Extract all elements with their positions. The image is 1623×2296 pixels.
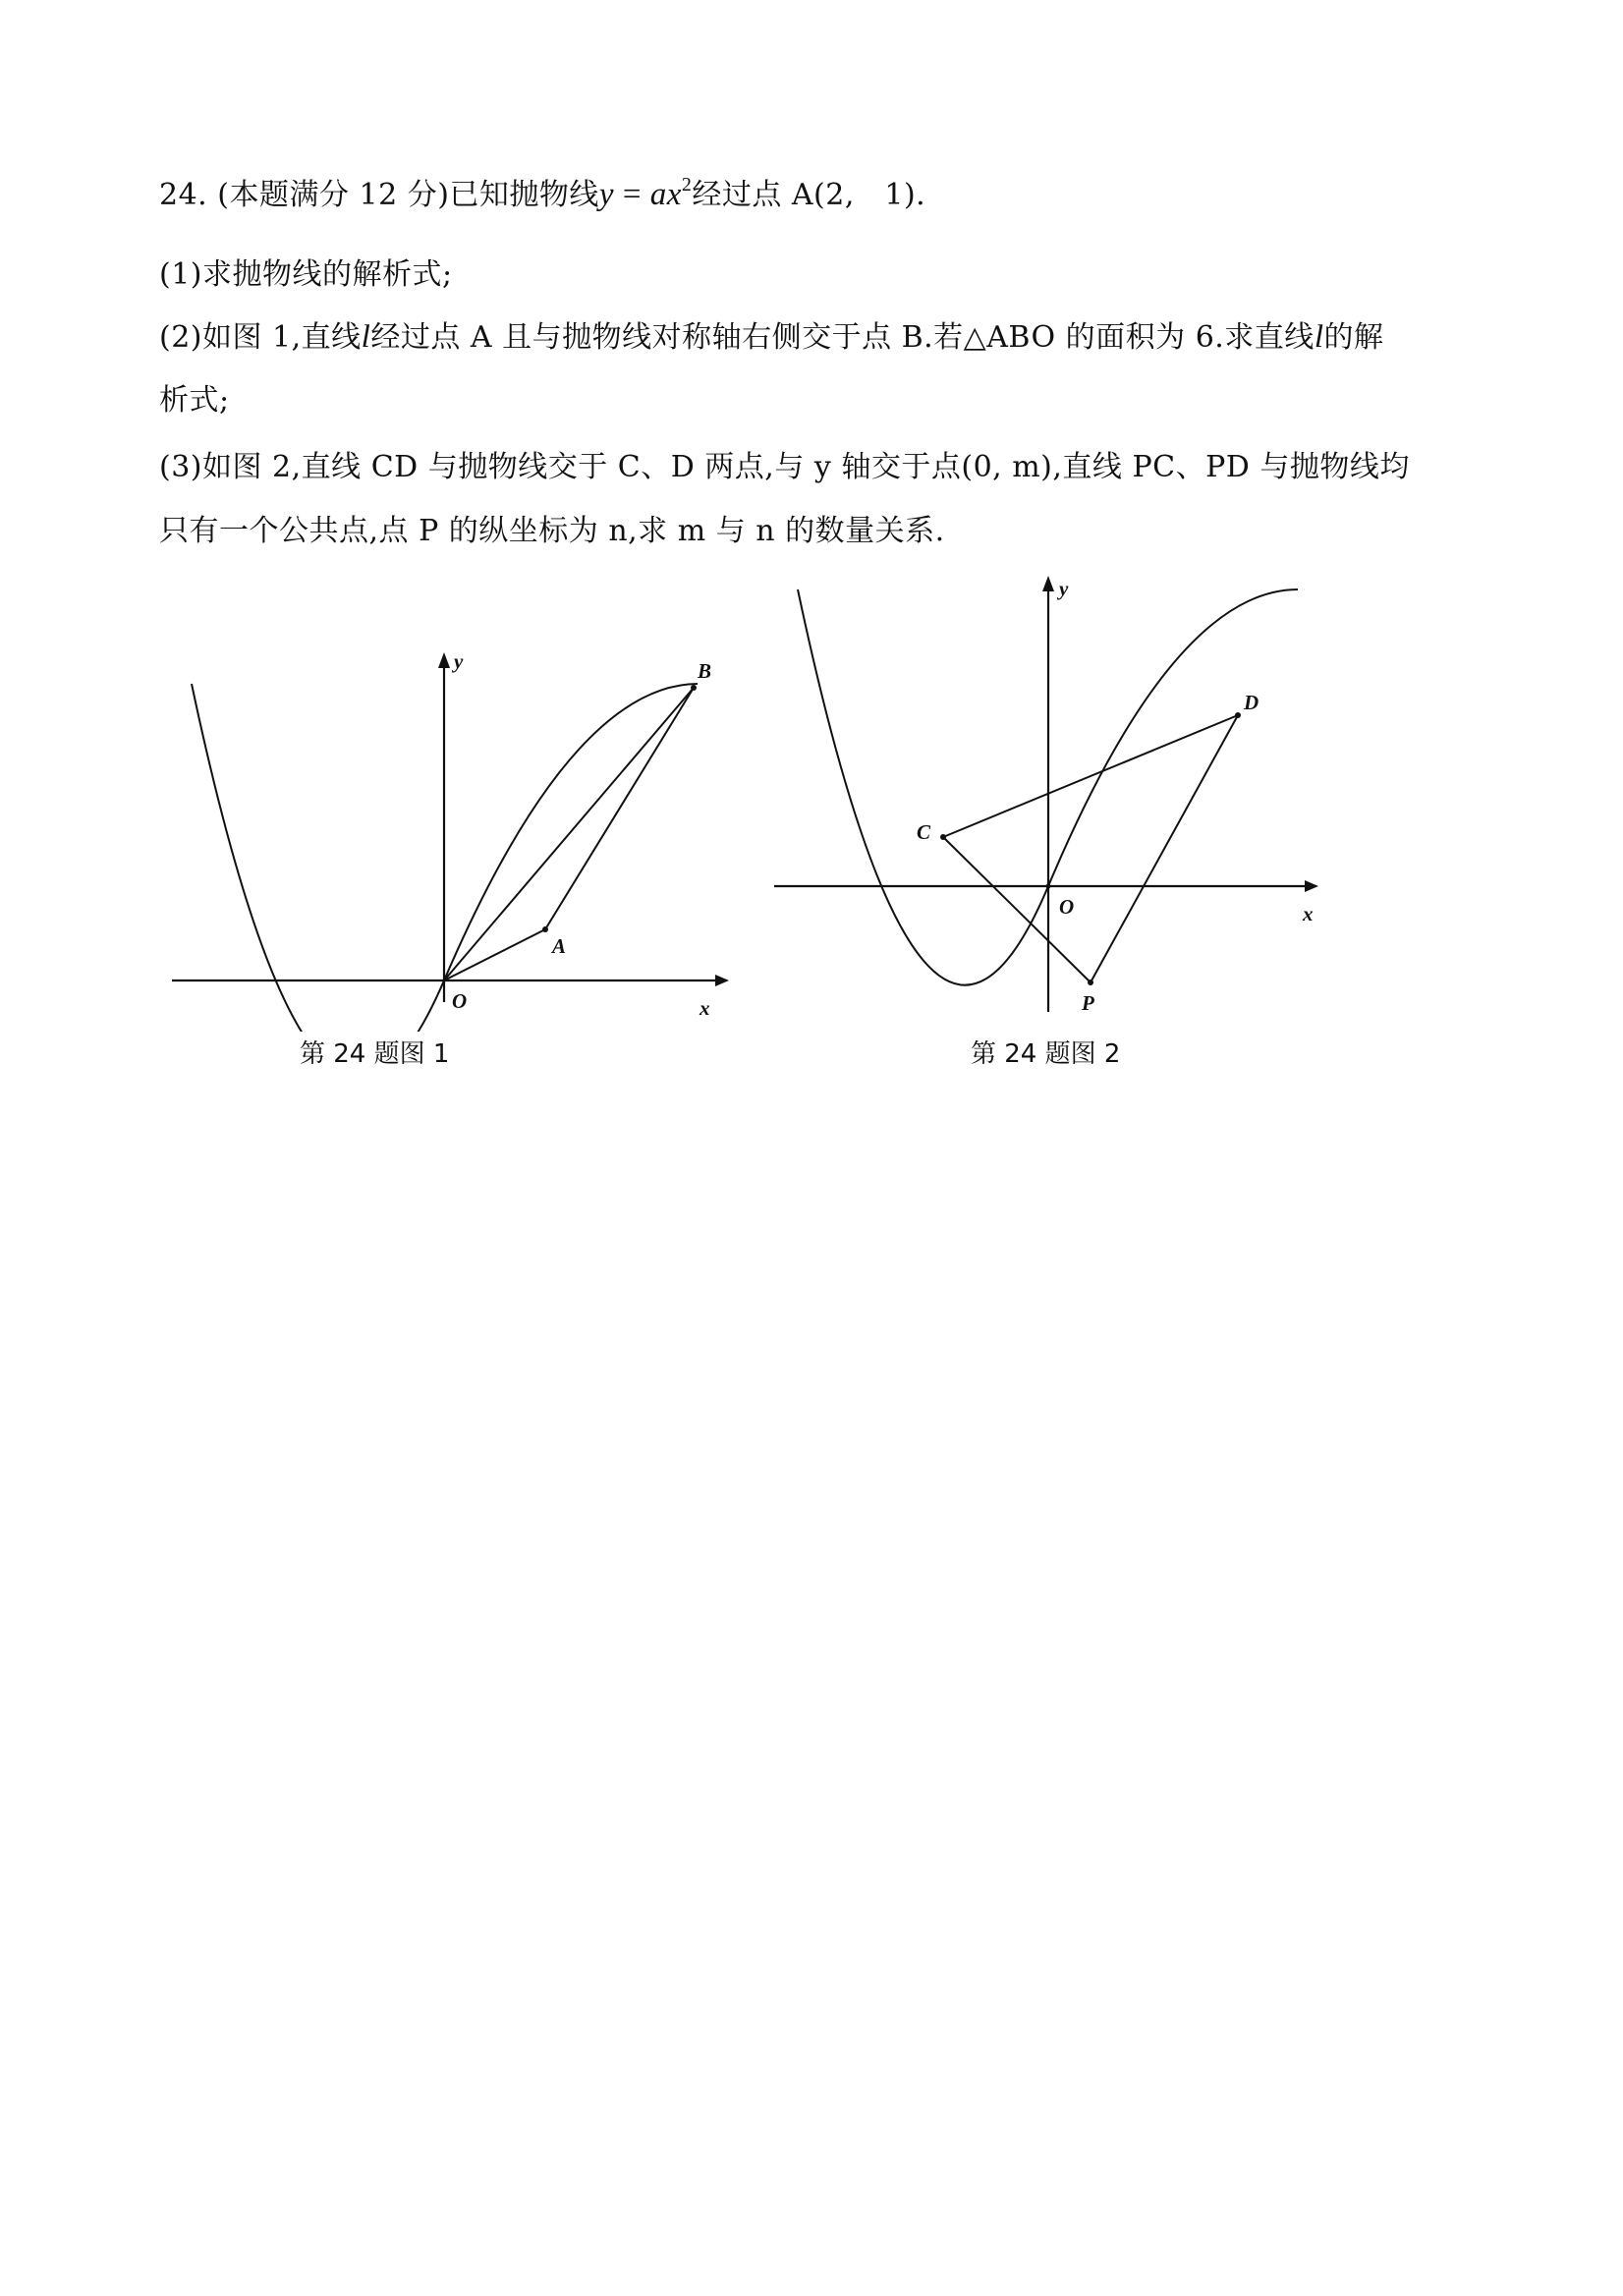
figure-1 [157, 570, 747, 1032]
part2-text-line2: 析式; [159, 383, 230, 418]
header-prefix: 24. (本题满分 12 分)已知抛物线 [159, 178, 599, 212]
label-B: B [698, 659, 712, 683]
point-B [691, 685, 697, 691]
label-D: D [1244, 691, 1259, 714]
x-axis-arrow [715, 975, 729, 986]
label-C: C [917, 820, 931, 844]
line-l-variable: l [361, 319, 371, 355]
line-l-variable: l [1314, 319, 1324, 355]
label-x: x [700, 996, 710, 1020]
part3-text-line2: 只有一个公共点,点 P 的纵坐标为 n,求 m 与 n 的数量关系. [159, 514, 945, 548]
point-O [1046, 884, 1051, 889]
segment-OB [444, 688, 694, 980]
header-suffix: 经过点 A(2, 1). [692, 178, 926, 212]
label-A: A [552, 934, 567, 958]
figure-2 [766, 570, 1336, 1032]
parabola-equation: $y = ax^2$ [598, 174, 693, 212]
point-D [1235, 712, 1241, 718]
label-y: y [1059, 577, 1069, 600]
segment-CD [943, 715, 1238, 837]
part2-text: (2)如图 1,直线l经过点 A 且与抛物线对称轴右侧交于点 B.若△ABO 的面积为 6.求直线l的解 [159, 319, 1384, 355]
point-P [1088, 980, 1093, 985]
label-origin: O [1059, 895, 1075, 919]
part1-text: (1)求抛物线的解析式; [159, 257, 453, 292]
point-C [940, 834, 946, 840]
label-x: x [1303, 902, 1314, 925]
point-A [542, 926, 548, 932]
line-AB [545, 688, 694, 929]
label-y: y [454, 649, 464, 673]
figure-1-caption: 第 24 题图 1 [300, 1039, 450, 1069]
figure-2-caption: 第 24 题图 2 [971, 1039, 1121, 1069]
y-axis-arrow [1042, 576, 1054, 591]
x-axis-arrow [1305, 880, 1318, 892]
segment-OA [444, 929, 545, 980]
figure-2-diagram [766, 570, 1336, 1032]
label-origin: O [452, 989, 468, 1013]
y-axis-arrow [438, 652, 450, 668]
label-P: P [1082, 991, 1094, 1015]
part3-text: (3)如图 2,直线 CD 与抛物线交于 C、D 两点,与 y 轴交于点(0, m),直线 PC、PD 与抛物线均 [159, 450, 1410, 484]
segment-PD [1091, 715, 1238, 982]
figure-1-diagram [157, 570, 747, 1032]
problem-header [159, 175, 925, 215]
